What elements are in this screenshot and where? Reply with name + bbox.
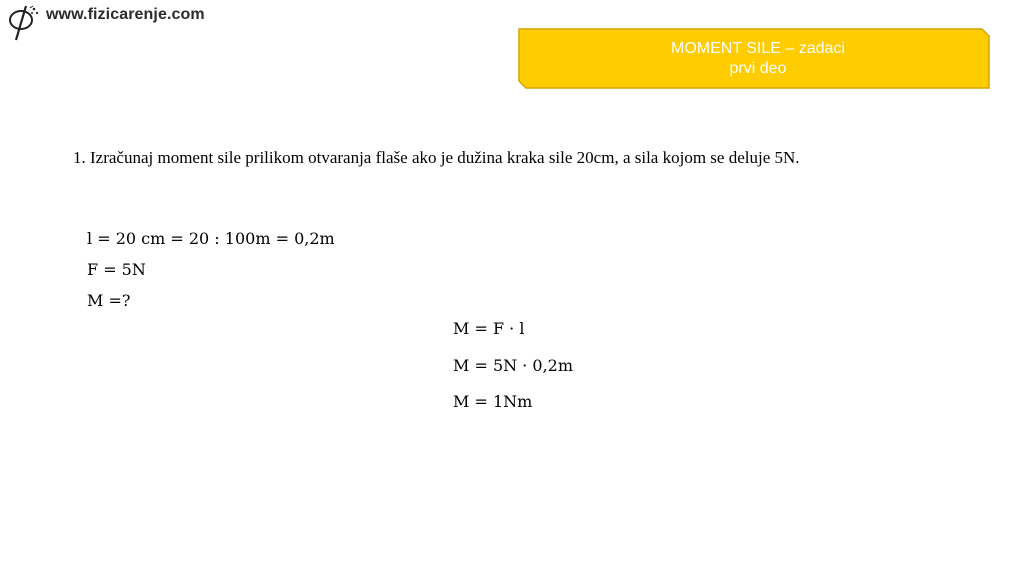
site-logo[interactable] (6, 3, 205, 43)
title-line-1: MOMENT SILE – zadaci (671, 39, 845, 57)
unknown-moment: M =? (87, 291, 131, 310)
problem-statement: 1. Izračunaj moment sile prilikom otvaranja flaše ako je dužina kraka sile 20cm, a sila kojom se deluje 5N. (73, 148, 800, 167)
site-url[interactable]: www.fizicarenje.com (46, 6, 205, 23)
result: M = 1Nm (453, 392, 533, 411)
slide-title (518, 28, 990, 89)
logo-icon (6, 4, 42, 42)
formula: M = F · l (453, 319, 525, 338)
substitution: M = 5N · 0,2m (453, 356, 574, 375)
slide-title-banner (518, 28, 990, 89)
given-force: F = 5N (87, 260, 146, 279)
given-length: l = 20 cm = 20 : 100m = 0,2m (87, 229, 335, 248)
title-line-2: prvi deo (729, 59, 787, 77)
